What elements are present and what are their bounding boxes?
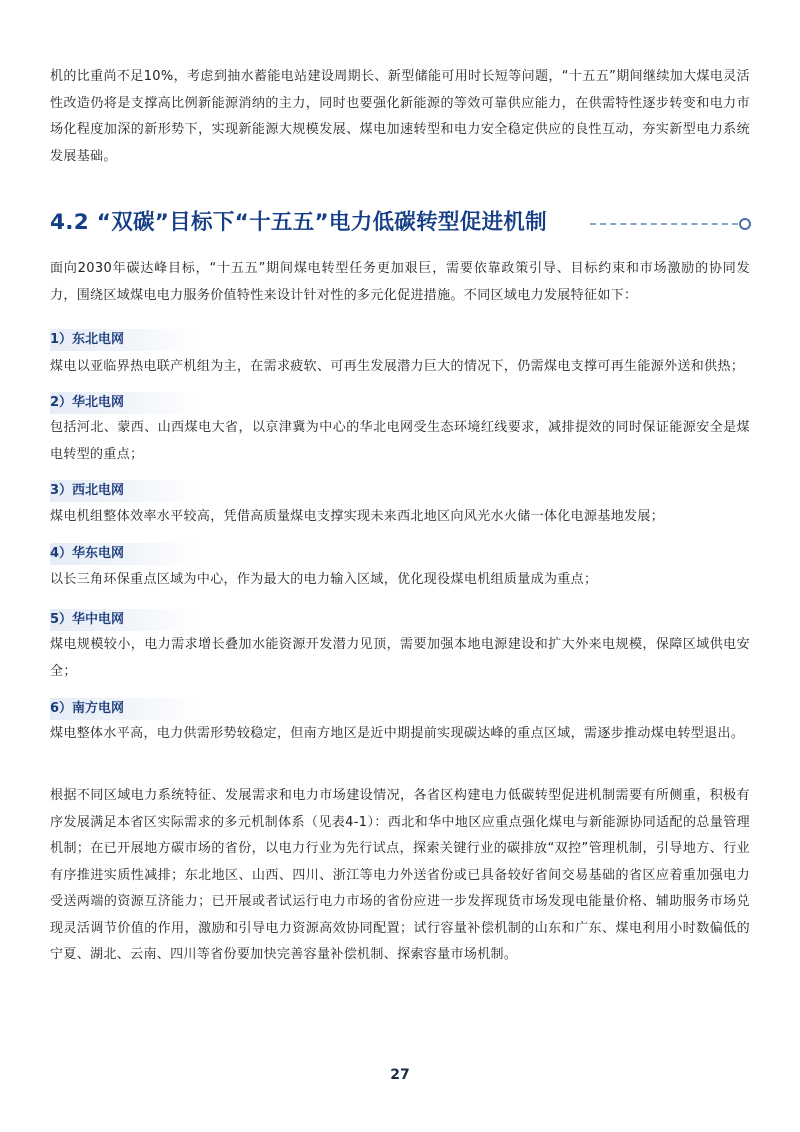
region-description: 煤电规模较小，电力需求增长叠加水能资源开发潜力见顶，需要加强本地电源建设和扩大外来电规模，保障区域供电安全； — [50, 637, 750, 679]
region-title: 4）华东电网 — [50, 546, 125, 561]
section-heading: 4.2 “双碳”目标下“十五五”电力低碳转型促进机制 — [50, 210, 547, 235]
region-title: 2）华北电网 — [50, 395, 125, 410]
section-intro-paragraph: 面向2030年碳达峰目标，“十五五”期间煤电转型任务更加艰巨，需要依靠政策引导、目标约束和市场激励的协同发力，围绕区域煤电电力服务价值特性来设计针对性的多元化促进措施。不同区域电力发展特征如下： — [50, 261, 750, 303]
region-description: 以长三角环保重点区域为中心，作为最大的电力输入区域，优化现役煤电机组质量成为重点； — [50, 572, 598, 587]
region-title: 5）华中电网 — [50, 612, 125, 627]
region-description: 煤电机组整体效率水平较高，凭借高质量煤电支撑实现未来西北地区向风光水火储一体化电源基地发展； — [50, 509, 665, 524]
closing-paragraph: 根据不同区域电力系统特征、发展需求和电力市场建设情况，各省区构建电力低碳转型促进机制需要有所侧重，积极有序发展满足本省区实际需求的多元机制体系（见表4-1）：西北和华中地区应重点强化煤电与新能源协同适配的总量管理机制；在已开展地方碳市场的省份，以电力行业为先行试点，探索关键行业的碳排放“双控”管理机制，引导地方、行业有序推进实质性减排；东北地区、山西、四川、浙江等电力外送省份或已具备较好省间交易基础的省区应着重加强电力受送两端的资源互济能力；已开展或者试运行电力市场的省份应进一步发挥现货市场发现电能量价格、辅助服务市场兑现灵活调节价值的作用，激励和引导电力资源高效协同配置；试行容量补偿机制的山东和广东、煤电利用小时数偏低的宁夏、湖北、云南、四川等省份要加快完善容量补偿机制、探索容量市场机制。 — [50, 788, 750, 962]
region-description: 包括河北、蒙西、山西煤电大省，以京津冀为中心的华北电网受生态环境红线要求，减排提效的同时保证能源安全是煤电转型的重点； — [50, 420, 750, 462]
region-title: 3）西北电网 — [50, 483, 125, 498]
heading-dashed-rule — [590, 223, 738, 225]
page-number: 27 — [390, 1067, 410, 1083]
intro-paragraph: 机的比重尚不足10%，考虑到抽水蓄能电站建设周期长、新型储能可用时长短等问题，“十五五”期间继续加大煤电灵活性改造仍将是支撑高比例新能源消纳的主力，同时也要强化新能源的等效可靠供应能力，在供需特性逐步转变和电力市场化程度加深的新形势下，实现新能源大规模发展、煤电加速转型和电力安全稳定供应的良性互动，夯实新型电力系统发展基础。 — [50, 69, 750, 164]
region-title: 6）南方电网 — [50, 701, 125, 716]
region-description: 煤电以亚临界热电联产机组为主，在需求疲软、可再生发展潜力巨大的情况下，仍需煤电支撑可再生能源外送和供热； — [50, 359, 745, 374]
heading-circle-icon — [739, 218, 751, 230]
region-description: 煤电整体水平高，电力供需形势较稳定，但南方地区是近中期提前实现碳达峰的重点区域，需逐步推动煤电转型退出。 — [50, 726, 745, 741]
region-title: 1）东北电网 — [50, 332, 125, 347]
